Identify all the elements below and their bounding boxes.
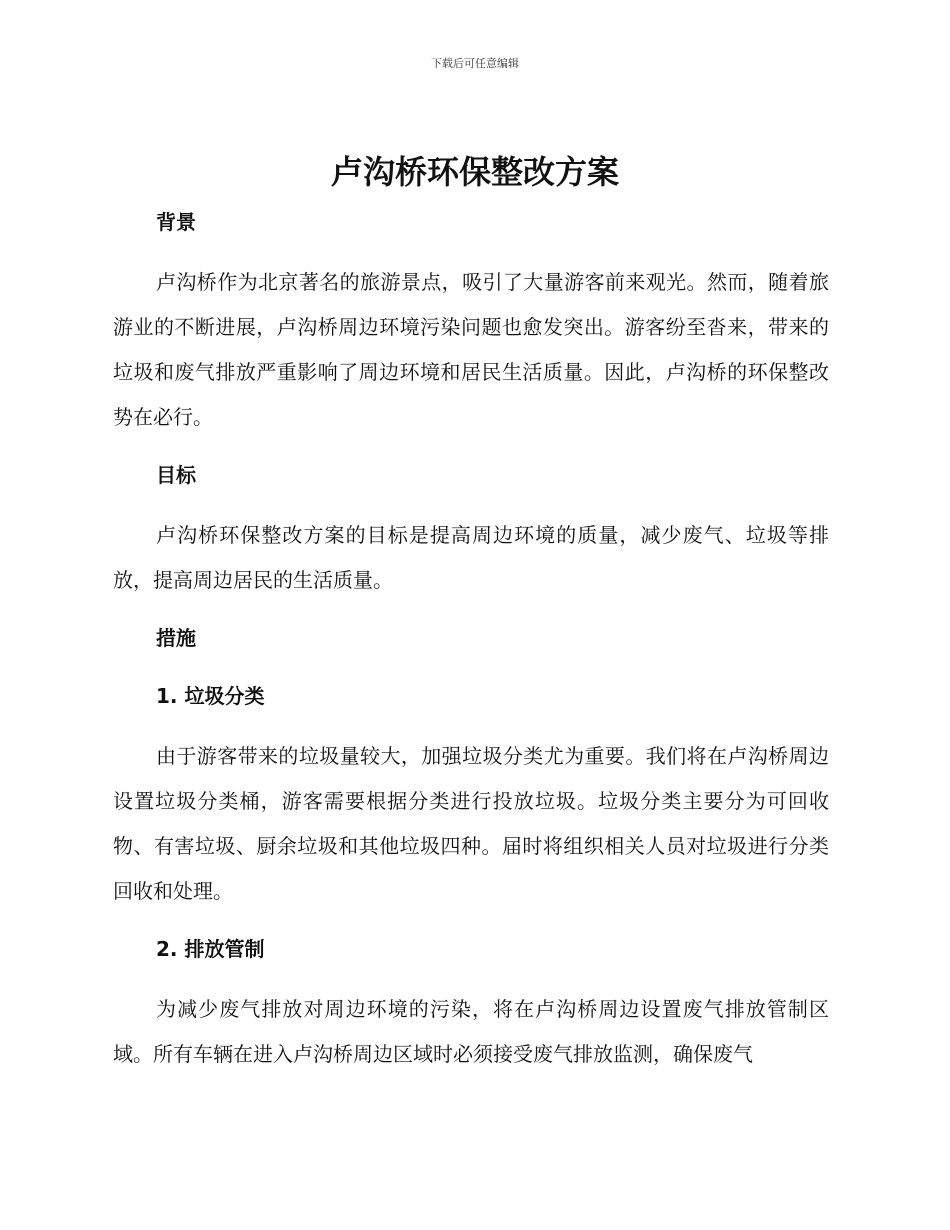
document-title: 卢沟桥环保整改方案 — [330, 153, 619, 191]
section-heading-background: 背景 — [156, 210, 196, 234]
page-header: 下载后可任意编辑 — [431, 57, 519, 70]
section-heading-emission-control: 2. 排放管制 — [156, 937, 265, 961]
document-body — [113, 202, 829, 1092]
section-body-goal: 卢沟桥环保整改方案的目标是提高周边环境的质量，减少废气、垃圾等排放，提高周边居民的生活质量。 — [113, 523, 829, 592]
section-heading-goal: 目标 — [156, 463, 196, 487]
section-heading-measures: 措施 — [156, 626, 196, 650]
section-body-emission-control: 为减少废气排放对周边环境的污染，将在卢沟桥周边设置废气排放管制区域。所有车辆在进入卢沟桥周边区域时必须接受废气排放监测，确保废气 — [113, 997, 829, 1066]
section-heading-waste-sorting: 1. 垃圾分类 — [156, 684, 265, 708]
section-body-background: 卢沟桥作为北京著名的旅游景点，吸引了大量游客前来观光。然而，随着旅游业的不断进展，卢沟桥周边环境污染问题也愈发突出。游客纷至沓来，带来的垃圾和废气排放严重影响了周边环境和居民生活质量。因此，卢沟桥的环保整改势在必行。 — [113, 270, 829, 429]
section-body-waste-sorting: 由于游客带来的垃圾量较大，加强垃圾分类尤为重要。我们将在卢沟桥周边设置垃圾分类桶，游客需要根据分类进行投放垃圾。垃圾分类主要分为可回收物、有害垃圾、厨余垃圾和其他垃圾四种。届时将组织相关人员对垃圾进行分类回收和处理。 — [113, 744, 829, 903]
